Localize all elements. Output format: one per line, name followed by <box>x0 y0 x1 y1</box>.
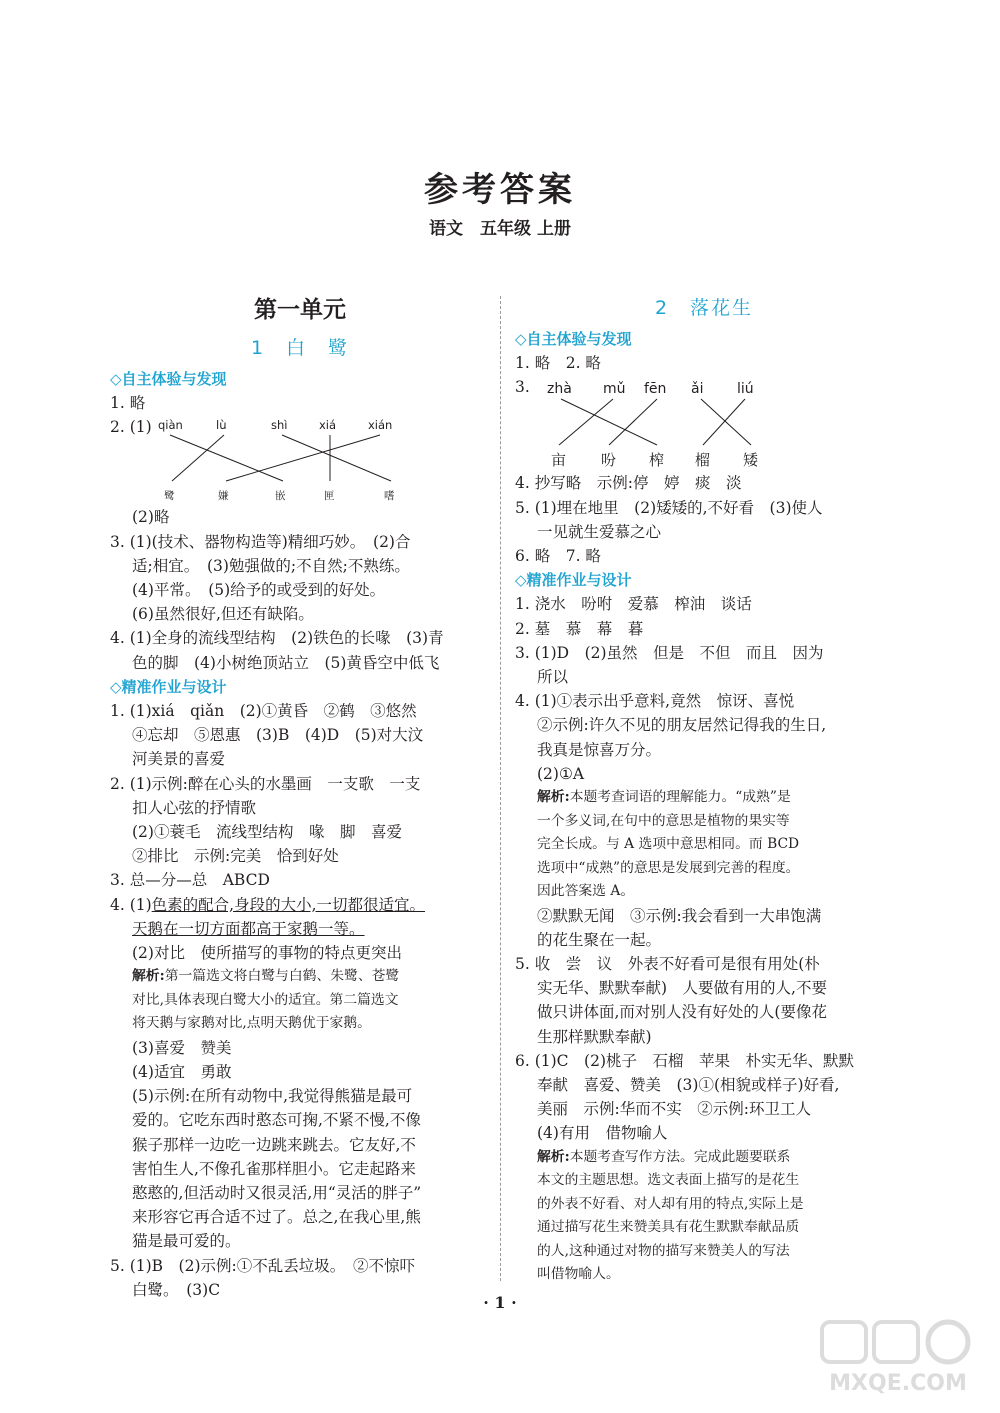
answer-line: 1. 略 <box>110 394 146 413</box>
answer-line: 4. (1)①表示出乎意料,竟然 惊讶、喜悦 <box>515 692 795 711</box>
answer-line: (2)①蓑毛 流线型结构 喙 脚 喜爱 <box>132 823 402 842</box>
matching-lines <box>559 399 751 445</box>
answer-line: ②默默无闻 ③示例:我会看到一大串饱满 <box>537 906 822 925</box>
right-column <box>515 295 893 1287</box>
answer-line: 所以 <box>537 668 569 687</box>
answer-line: (4)有用 借物喻人 <box>537 1124 668 1143</box>
analysis-line <box>110 965 490 989</box>
answer-line: 来形容它再合适不过了。总之,在我心里,熊 <box>132 1208 421 1227</box>
answer-line: (4)适宜 勇敢 <box>132 1062 232 1081</box>
answer-line: 的花生聚在一起。 <box>537 930 662 949</box>
char-label: 亩 <box>551 451 567 470</box>
analysis-label: 解析: <box>132 968 165 985</box>
answer-line: 3. 总—分—总 ABCD <box>110 871 270 890</box>
answer-line: 5. (1)埋在地里 (2)矮矮的,不好看 (3)使人 <box>515 498 823 517</box>
char-label: 榨 <box>649 451 665 470</box>
answer-line: ②示例:许久不见的朋友居然记得我的生日, <box>537 716 827 735</box>
pinyin-label: ǎi <box>691 381 704 398</box>
answer-line: 做只讲体面,而对别人没有好处的人(要像花 <box>537 1003 827 1022</box>
answer-line: 1. (1)xiá qiǎn (2)①黄昏 ②鹤 ③悠然 <box>110 702 417 721</box>
analysis-line: 完全长成。与 A 选项中意思相同。而 BCD <box>537 836 800 853</box>
analysis-line <box>515 1146 893 1170</box>
answer-line: 2. (1)示例:醉在心头的水墨画 一支歌 一支 <box>110 774 421 793</box>
pinyin-label: liú <box>737 381 754 398</box>
answer-line: 1. 浇水 吩咐 爱慕 榨油 谈话 <box>515 595 752 614</box>
answer-line: 3. <box>515 378 530 397</box>
analysis-line: 叫借物喻人。 <box>537 1266 620 1283</box>
answer-line <box>110 917 490 941</box>
answer-line: 2. (1) <box>110 418 152 437</box>
answer-line: 1. 略 2. 略 <box>515 354 601 373</box>
char-label: 嵌 <box>275 490 286 503</box>
pinyin-label: fēn <box>644 381 667 398</box>
answer-line: 实无华、默默奉献) 人要做有用的人,不要 <box>537 979 827 998</box>
answer-line <box>110 893 490 917</box>
analysis-line: 的人,这种通过对物的描写来赞美人的写法 <box>537 1242 790 1259</box>
analysis-line: 将天鹅与家鹅对比,点明天鹅优于家鹅。 <box>132 1015 371 1032</box>
analysis-label: 解析: <box>537 789 570 806</box>
answer-line: 4. (1)全身的流线型结构 (2)铁色的长喙 (3)青 <box>110 629 444 648</box>
answer-line: 爱的。它吃东西时憨态可掬,不紧不慢,不像 <box>132 1111 421 1130</box>
analysis-text: 本题考查词语的理解能力。“成熟”是 <box>569 789 791 806</box>
answer-line: 河美景的喜爱 <box>132 750 226 769</box>
answer-line: 扣人心弦的抒情歌 <box>132 798 257 817</box>
watermark-text: MXQE.COM <box>829 1371 967 1396</box>
analysis-line: 一个多义词,在句中的意思是植物的果实等 <box>537 812 790 829</box>
analysis-text: 第一篇选文将白鹭与白鹤、朱鹭、苍鹭 <box>164 968 400 985</box>
answer-line: 我真是惊喜万分。 <box>537 740 662 759</box>
answer-line: 憨憨的,但活动时又很灵活,用“灵活的胖子” <box>132 1183 422 1202</box>
pinyin-label: lù <box>216 418 227 433</box>
underlined-text: 天鹅在一切方面都高于家鹅一等。 <box>132 919 365 938</box>
analysis-label: 解析: <box>537 1148 570 1165</box>
answer-line: 5. (1)B (2)示例:①不乱丢垃圾。 ②不惊吓 <box>110 1256 415 1275</box>
char-label: 矮 <box>743 451 759 470</box>
answer-line: ②排比 示例:完美 恰到好处 <box>132 847 339 866</box>
answer-line: 猴子那样一边吃一边跳来跳去。它友好,不 <box>132 1135 416 1154</box>
pinyin-label: qiàn <box>158 418 183 433</box>
answer-line: 6. (1)C (2)桃子 石榴 苹果 朴实无华、默默 <box>515 1051 854 1070</box>
answer-line: (2)略 <box>132 508 170 527</box>
char-label: 鹭 <box>164 490 175 503</box>
analysis-line: 因此答案选 A。 <box>537 883 635 900</box>
analysis-line: 本文的主题思想。选文表面上描写的是花生 <box>537 1172 800 1189</box>
watermark-logo <box>808 1318 988 1398</box>
answer-line: 4. 抄写略 示例:停 婷 痰 淡 <box>515 474 742 493</box>
answer-line: 6. 略 7. 略 <box>515 547 601 566</box>
pinyin-label: mǔ <box>603 381 626 398</box>
section-heading: ◇自主体验与发现 <box>515 330 632 348</box>
pinyin-label: shì <box>271 418 288 433</box>
answer-line: (6)虽然很好,但还有缺陷。 <box>132 605 314 624</box>
lesson-title: 1 白 鹭 <box>250 337 350 359</box>
analysis-line: 选项中“成熟”的意思是发展到完善的程度。 <box>537 859 800 876</box>
underlined-text: 色素的配合,身段的大小,一切都很适宜。 <box>151 895 426 914</box>
answer-line: 奉献 喜爱、赞美 (3)①(相貌或样子)好看, <box>537 1075 840 1094</box>
pinyin-matching <box>110 415 490 505</box>
pinyin-label: xián <box>368 418 393 433</box>
pinyin-label: xiá <box>319 418 337 433</box>
section-heading: ◇自主体验与发现 <box>110 370 227 388</box>
char-label: 吩 <box>601 451 617 470</box>
pinyin-matching <box>515 375 893 471</box>
matching-lines <box>170 435 391 481</box>
matching-diagram <box>545 375 845 471</box>
page-number: · 1 · <box>483 1293 517 1312</box>
unit-title: 第一单元 <box>254 296 346 323</box>
column-divider <box>500 296 501 1281</box>
answer-line: 色的脚 (4)小树绝顶站立 (5)黄昏空中低飞 <box>132 653 440 672</box>
char-label: 嗜 <box>384 490 395 503</box>
answer-line: (4)平常。 (5)给予的或受到的好处。 <box>132 581 386 600</box>
answer-line: ④忘却 ⑤恩惠 (3)B (4)D (5)对大汶 <box>132 726 424 745</box>
analysis-line: 的外表不好看、对人却有用的特点,实际上是 <box>537 1195 804 1212</box>
answer-line: (2)对比 使所描写的事物的特点更突出 <box>132 944 402 963</box>
answer-line: 2. 墓 慕 幕 暮 <box>515 619 644 638</box>
char-label: 榴 <box>695 451 711 470</box>
answer-line: 5. 收 尝 议 外表不好看可是很有用处(朴 <box>515 954 820 973</box>
pinyin-label: zhà <box>547 381 572 398</box>
analysis-text: 本题考查写作方法。完成此题要联系 <box>569 1148 791 1165</box>
answer-line: 3. (1)(技术、器物构造等)精细巧妙。 (2)合 <box>110 532 411 551</box>
section-heading: ◇精准作业与设计 <box>110 677 227 696</box>
analysis-line: 通过描写花生来赞美具有花生默默奉献品质 <box>537 1219 800 1236</box>
answer-line: 3. (1)D (2)虽然 但是 不但 而且 因为 <box>515 643 824 662</box>
answer-line: 美丽 示例:华而不实 ②示例:环卫工人 <box>537 1100 811 1119</box>
page-title: 参考答案 <box>424 170 576 210</box>
section-heading: ◇精准作业与设计 <box>515 571 632 590</box>
answer-line: (3)喜爱 赞美 <box>132 1038 232 1057</box>
answer-line: (2)①A <box>537 764 585 783</box>
left-column <box>110 295 490 1302</box>
char-label: 匣 <box>324 490 335 503</box>
lesson-title: 2 落花生 <box>654 297 754 319</box>
answer-prefix: 4. (1) <box>110 895 152 914</box>
char-label: 嫌 <box>218 490 229 503</box>
matching-diagram <box>158 415 458 505</box>
analysis-line: 对比,具体表现白鹭大小的适宜。第二篇选文 <box>132 991 399 1008</box>
answer-line: 害怕生人,不像孔雀那样胆小。它走起路来 <box>132 1159 416 1178</box>
page-subtitle: 语文 五年级 上册 <box>429 219 571 239</box>
answer-line: 一见就生爱慕之心 <box>537 522 662 541</box>
analysis-line <box>515 786 893 810</box>
answer-line: 适;相宜。 (3)勉强做的;不自然;不熟练。 <box>132 556 410 575</box>
answer-line: 生那样默默奉献) <box>537 1027 652 1046</box>
answer-line: (5)示例:在所有动物中,我觉得熊猫是最可 <box>132 1087 413 1106</box>
answer-line: 猫是最可爱的。 <box>132 1232 241 1251</box>
answer-line: 白鹭。 (3)C <box>132 1280 221 1299</box>
